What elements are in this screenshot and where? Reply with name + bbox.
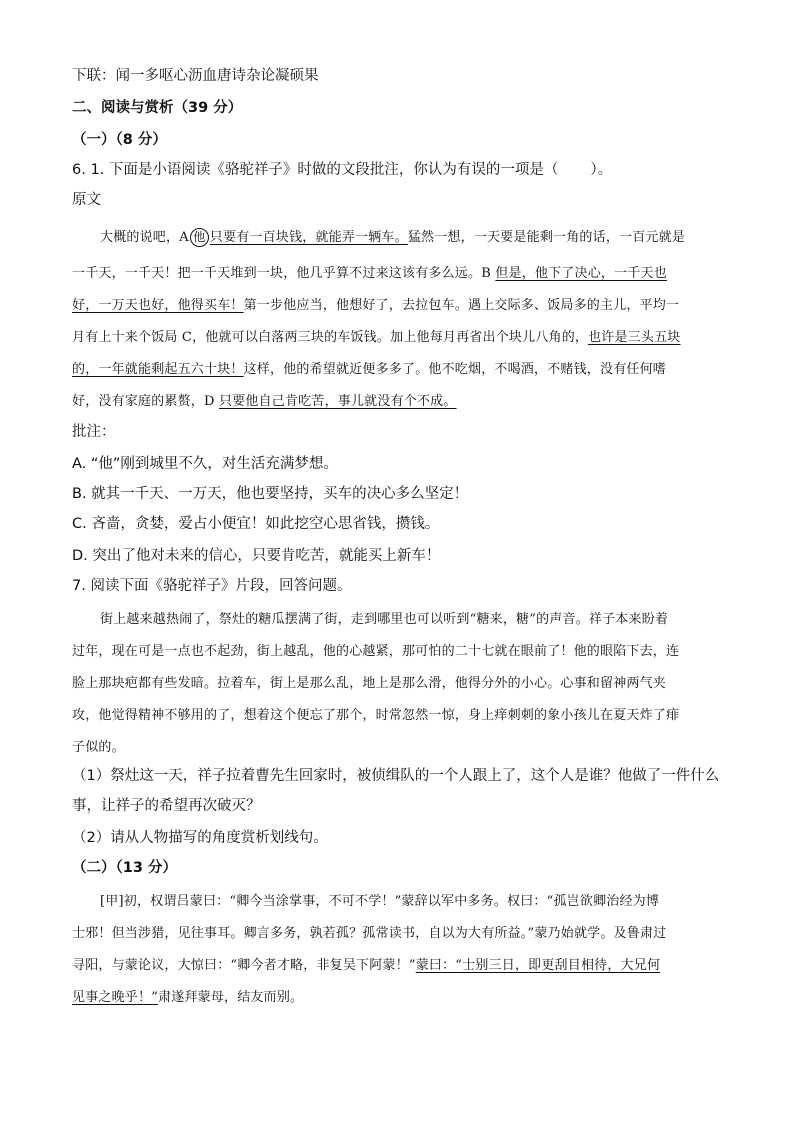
passage-line: 大概的说吧，A 他 只要有一百块钱，就能弄一辆车。猛然一想，一天要是能剩一角的话，一百元就是 xyxy=(100,230,686,245)
passage-line: 脸上那块疤都有些发暗。拉着车，街上是那么乱，地上是那么滑，他得分外的小心。心事和留神两气夹 xyxy=(72,676,667,691)
passage-line: 攻，他觉得精神不够用的了，想着这个便忘了那个，时常忽然一惊，身上痒刺刺的象小孩儿在夏天炸了痱 xyxy=(72,708,680,723)
passage-line: 子似的。 xyxy=(72,740,125,755)
couplet-lower: 下联：闻一多呕心沥血唐诗杂论凝硕果 xyxy=(72,68,319,84)
passage-line: 街上越来越热闹了，祭灶的糖瓜摆满了街，走到哪里也可以听到“糖来，糖”的声音。祥子本来盼着 xyxy=(100,612,669,627)
classical-line: 士邪！但当涉猎，见往事耳。卿言多务，孰若孤？孤常读书，自以为大有所益。”蒙乃始就学。及鲁肃过 xyxy=(72,926,667,941)
yuanwen-label: 原文 xyxy=(72,192,101,208)
section-title: 二、阅读与赏析（39 分） xyxy=(72,100,243,116)
circled-char: 他 xyxy=(190,228,209,247)
part1-title: （一）（8 分） xyxy=(72,132,167,148)
sub-question-1: （1）祭灶这一天，祥子拉着曹先生回家时，被侦缉队的一个人跟上了，这个人是谁？他做了一件什么 xyxy=(72,768,720,784)
underlined-phrase: 只要有一百块钱，就能弄一辆车。 xyxy=(209,230,408,245)
passage-line: 好，没有家庭的累赘，D 只要他自己肯吃苦，事儿就没有个不成。 xyxy=(72,394,457,409)
q6-stem-a: 6. 1. 下面是小语阅读《骆驼祥子》时做的文段批注，你认为有误的一项是（ xyxy=(72,162,559,178)
classical-line: 寻阳，与蒙论议，大惊曰：“卿今者才略，非复吴下阿蒙！”蒙曰：“士别三日，即更刮目相待，大兄何 xyxy=(72,958,661,973)
classical-line: [甲]初，权谓吕蒙曰：“卿今当涂掌事，不可不学！”蒙辞以军中多务。权曰：“孤岂欲卿治经为博 xyxy=(100,894,660,909)
q6-stem-b: ）。 xyxy=(590,162,613,178)
passage-line: 月有上十来个饭局 C，他就可以白落两三块的车饭钱。加上他每月再省出个块儿八角的，也许是三头五块 xyxy=(72,330,681,345)
underlined-phrase: 的，一年就能剩起五六十块！ xyxy=(72,362,244,377)
sub-question-2: （2）请从人物描写的角度赏析划线句。 xyxy=(72,830,328,846)
option-b: B. 就其一千天、一万天，他也要坚持，买车的决心多么坚定！ xyxy=(72,486,469,502)
part2-title: （二）（13 分） xyxy=(72,860,177,876)
question-7-stem: 7. 阅读下面《骆驼祥子》片段，回答问题。 xyxy=(72,578,352,594)
classical-line: 见事之晚乎！”肃遂拜蒙母，结友而别。 xyxy=(72,990,304,1005)
underlined-phrase: 只要他自己肯吃苦，事儿就没有个不成。 xyxy=(218,394,457,409)
underlined-phrase: 也许是三头五块 xyxy=(588,330,681,345)
passage-line: 过年，现在可是一点也不起劲，街上越乱，他的心越紧，那可怕的二十七就在眼前了！他的眼陷下去，连 xyxy=(72,644,680,659)
passage-line: 一千天，一千天！把一千天堆到一块，他几乎算不过来这该有多么远。B 但是，他下了决心，一千天也 xyxy=(72,266,667,281)
sub-question-1-cont: 事，让祥子的希望再次破灭？ xyxy=(72,798,261,814)
underlined-phrase: 好，一万天也好，他得买车！ xyxy=(72,298,244,313)
pizhu-label: 批注： xyxy=(72,424,116,440)
underlined-phrase: 但是，他下了决心，一千天也 xyxy=(495,266,667,281)
passage-line: 好，一万天也好，他得买车！第一步他应当，他想好了，去拉包车。遇上交际多、饭局多的主儿，平均一 xyxy=(72,298,680,313)
option-d: D. 突出了他对未来的信心，只要肯吃苦，就能买上新车！ xyxy=(72,548,441,564)
option-c: C. 吝啬，贪婪，爱占小便宜！如此挖空心思省钱，攒钱。 xyxy=(72,516,440,532)
underlined-phrase: 蒙曰：“士别三日，即更刮目相待，大兄何 xyxy=(415,958,661,973)
question-6-stem xyxy=(72,160,612,180)
underlined-phrase: 见事之晚乎！” xyxy=(72,990,159,1005)
option-a: A. “他”刚到城里不久，对生活充满梦想。 xyxy=(72,456,338,472)
passage-line: 的，一年就能剩起五六十块！这样，他的希望就近便多多了。他不吃烟，不喝酒，不赌钱，没有任何嗜 xyxy=(72,362,667,377)
